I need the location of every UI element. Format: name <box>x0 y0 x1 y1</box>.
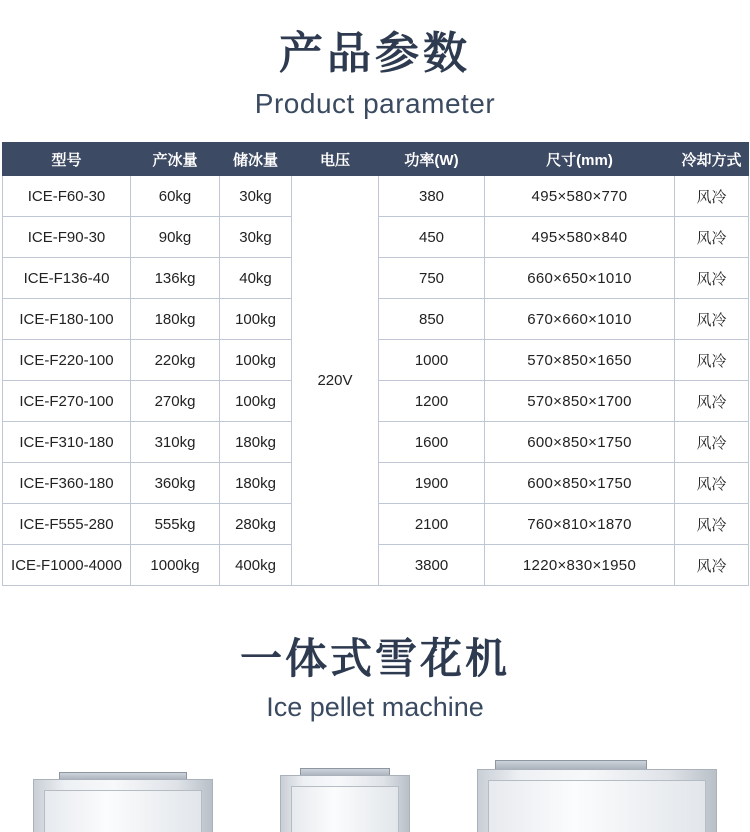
column-header-ice-output: 产冰量 <box>131 143 220 176</box>
cell-ice-output: 60kg <box>131 176 220 217</box>
cell-model: ICE-F136-40 <box>3 258 131 299</box>
cell-model: ICE-F1000-4000 <box>3 545 131 586</box>
cell-power: 850 <box>379 299 485 340</box>
machine-door <box>291 786 399 832</box>
cell-power: 1600 <box>379 422 485 463</box>
cell-ice-storage: 30kg <box>220 217 292 258</box>
column-header-model: 型号 <box>3 143 131 176</box>
product-image-right <box>477 760 717 832</box>
cell-ice-output: 220kg <box>131 340 220 381</box>
column-header-cooling: 冷却方式 <box>675 143 749 176</box>
cell-ice-output: 555kg <box>131 504 220 545</box>
machine-body <box>477 769 717 832</box>
product-image-strip <box>0 760 750 832</box>
cell-size: 670×660×1010 <box>485 299 675 340</box>
machine-door <box>44 790 202 832</box>
cell-power: 1000 <box>379 340 485 381</box>
machine-body <box>33 779 213 832</box>
cell-power: 380 <box>379 176 485 217</box>
cell-size: 600×850×1750 <box>485 422 675 463</box>
parameters-table-wrap <box>0 142 750 586</box>
cell-model: ICE-F90-30 <box>3 217 131 258</box>
cell-power: 1200 <box>379 381 485 422</box>
cell-ice-storage: 100kg <box>220 299 292 340</box>
cell-cooling: 风冷 <box>675 545 749 586</box>
column-header-voltage: 电压 <box>292 143 379 176</box>
section-title-cn: 一体式雪花机 <box>239 634 510 684</box>
cell-ice-output: 136kg <box>131 258 220 299</box>
cell-cooling: 风冷 <box>675 299 749 340</box>
column-header-ice-storage: 储冰量 <box>220 143 292 176</box>
cell-power: 1900 <box>379 463 485 504</box>
cell-cooling: 风冷 <box>675 381 749 422</box>
cell-cooling: 风冷 <box>675 340 749 381</box>
cell-power: 750 <box>379 258 485 299</box>
cell-size: 600×850×1750 <box>485 463 675 504</box>
page-title-block <box>0 0 750 120</box>
cell-model: ICE-F360-180 <box>3 463 131 504</box>
column-header-power: 功率(W) <box>379 143 485 176</box>
cell-ice-storage: 180kg <box>220 422 292 463</box>
cell-cooling: 风冷 <box>675 176 749 217</box>
section-title-en: Ice pellet machine <box>266 691 484 722</box>
cell-voltage: 220V <box>292 176 379 586</box>
parameters-table <box>2 142 749 586</box>
machine-body <box>280 775 410 832</box>
cell-model: ICE-F60-30 <box>3 176 131 217</box>
product-image-left <box>33 760 213 832</box>
cell-size: 660×650×1010 <box>485 258 675 299</box>
cell-power: 450 <box>379 217 485 258</box>
cell-cooling: 风冷 <box>675 422 749 463</box>
cell-ice-output: 1000kg <box>131 545 220 586</box>
cell-size: 495×580×840 <box>485 217 675 258</box>
cell-size: 570×850×1650 <box>485 340 675 381</box>
cell-ice-storage: 280kg <box>220 504 292 545</box>
column-header-size: 尺寸(mm) <box>485 143 675 176</box>
cell-power: 2100 <box>379 504 485 545</box>
cell-model: ICE-F220-100 <box>3 340 131 381</box>
cell-model: ICE-F180-100 <box>3 299 131 340</box>
cell-cooling: 风冷 <box>675 504 749 545</box>
cell-size: 1220×830×1950 <box>485 545 675 586</box>
product-image-center <box>280 760 410 832</box>
page-title-cn: 产品参数 <box>279 28 471 79</box>
cell-size: 760×810×1870 <box>485 504 675 545</box>
table-header-row <box>3 143 749 176</box>
cell-cooling: 风冷 <box>675 217 749 258</box>
cell-size: 495×580×770 <box>485 176 675 217</box>
cell-ice-output: 90kg <box>131 217 220 258</box>
cell-ice-storage: 180kg <box>220 463 292 504</box>
table-row <box>3 176 749 217</box>
cell-model: ICE-F270-100 <box>3 381 131 422</box>
cell-size: 570×850×1700 <box>485 381 675 422</box>
cell-cooling: 风冷 <box>675 463 749 504</box>
cell-model: ICE-F555-280 <box>3 504 131 545</box>
cell-ice-storage: 30kg <box>220 176 292 217</box>
cell-ice-storage: 40kg <box>220 258 292 299</box>
cell-ice-output: 360kg <box>131 463 220 504</box>
cell-ice-output: 180kg <box>131 299 220 340</box>
cell-cooling: 风冷 <box>675 258 749 299</box>
cell-ice-storage: 100kg <box>220 381 292 422</box>
page-title-en: Product parameter <box>254 87 496 119</box>
cell-ice-output: 270kg <box>131 381 220 422</box>
cell-ice-storage: 400kg <box>220 545 292 586</box>
cell-power: 3800 <box>379 545 485 586</box>
machine-door <box>488 780 706 832</box>
cell-ice-output: 310kg <box>131 422 220 463</box>
cell-ice-storage: 100kg <box>220 340 292 381</box>
section-title-block <box>0 634 750 723</box>
cell-model: ICE-F310-180 <box>3 422 131 463</box>
